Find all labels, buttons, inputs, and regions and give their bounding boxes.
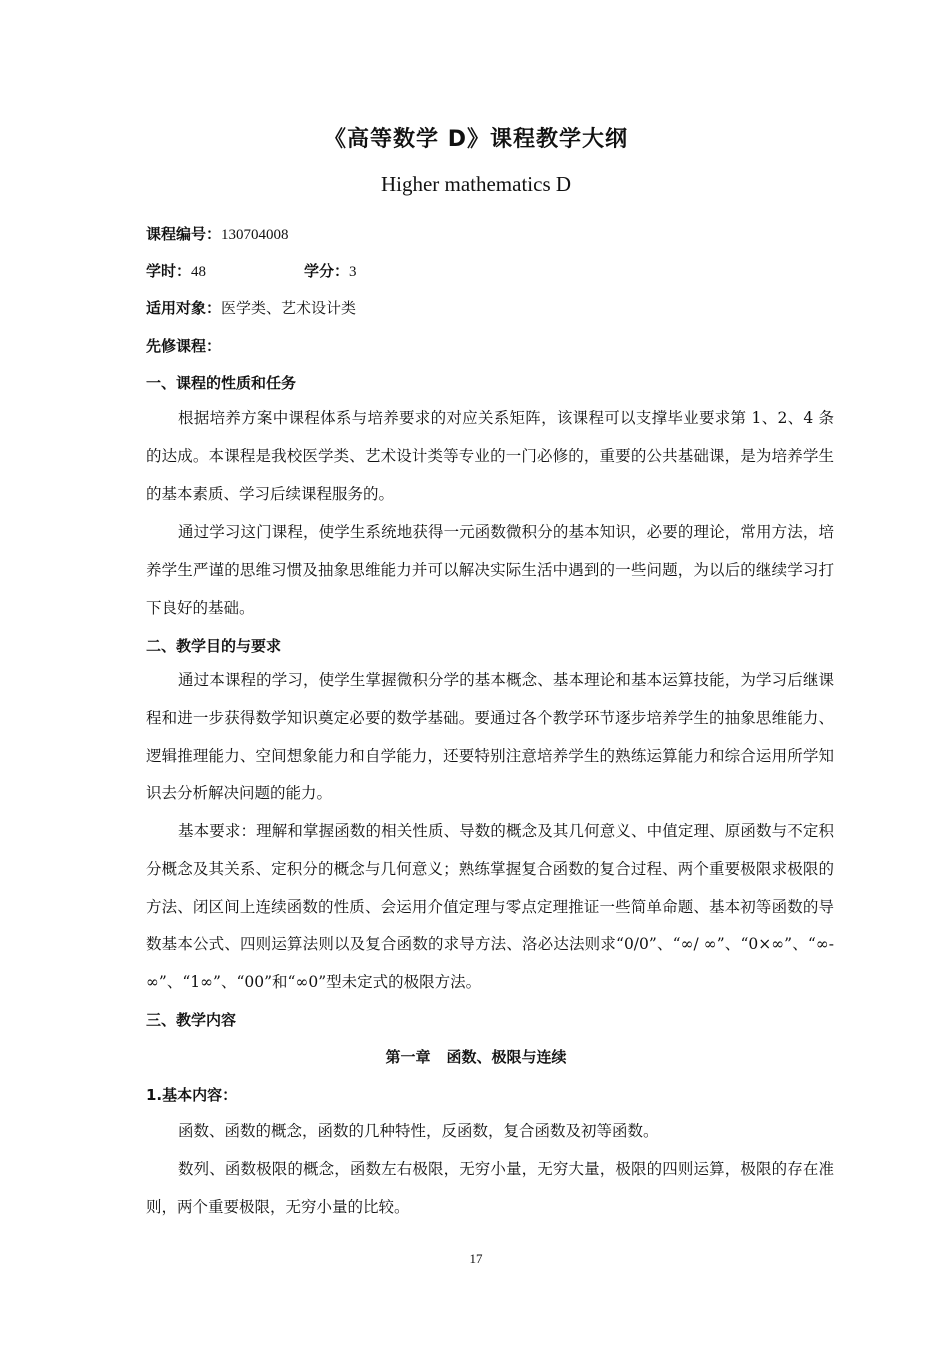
prereq-row [146,336,836,356]
prereq-label: 先修课程： [146,337,222,355]
section3-paragraph-2: 数列、函数极限的概念，函数左右极限，无穷小量，无穷大量，极限的四则运算，极限的存在准则，两个重要极限，无穷小量的比较。 [146,1160,834,1216]
credits-group [304,261,357,282]
section1-paragraph-1: 根据培养方案中课程体系与培养要求的对应关系矩阵，该课程可以支撑毕业要求第 1、2、4 条的达成。本课程是我校医学类、艺术设计类等专业的一门必修的，重要的公共基础课，是为培养学生的基本素质、学习后续课程服务的。 [146,409,834,503]
course-code-row [146,224,836,245]
section3-paragraph-1: 函数、函数的概念，函数的几种特性，反函数，复合函数及初等函数。 [178,1122,659,1140]
audience-row [146,298,836,318]
hours-label: 学时： [146,262,192,280]
basic-content-heading: 1.基本内容： [146,1086,238,1104]
section2-paragraph-2: 基本要求：理解和掌握函数的相关性质、导数的概念及其几何意义、中值定理、原函数与不定积分概念及其关系、定积分的概念与几何意义；熟练掌握复合函数的复合过程、两个重要极限求极限的方法、闭区间上连续函数的性质、会运用介值定理与零点定理推证一些简单命题、基本初等函数的导数基本公式、四则运算法则以及复合函数的求导方法、洛必达法则求“0/0”、“∞/ ∞”、“0×∞”、“∞-∞”、“1∞”、“00”和“∞0”型未定式的极限方法。 [146,822,834,992]
audience-label: 适用对象： [146,299,222,317]
hours-credits-row [146,261,836,282]
chapter-title: 函数、极限与连续 [446,1048,567,1066]
section1-paragraph-2: 通过学习这门课程，使学生系统地获得一元函数微积分的基本知识，必要的理论，常用方法，培养学生严谨的思维习惯及抽象思维能力并可以解决实际生活中遇到的一些问题，为以后的继续学习打下良好的基础。 [146,523,834,617]
audience-value: 医学类、艺术设计类 [221,299,357,317]
section1-heading: 一、课程的性质和任务 [146,374,297,392]
chapter-heading [0,1046,952,1067]
course-code-value: 130704008 [221,227,289,243]
page-number: 17 [469,1251,483,1266]
section2-heading: 二、教学目的与要求 [146,637,282,655]
credits-value: 3 [349,264,357,280]
section3-heading: 三、教学内容 [146,1011,237,1029]
chapter-number: 第一章 [385,1048,431,1066]
hours-value: 48 [191,264,207,280]
section2-paragraph-1: 通过本课程的学习，使学生掌握微积分学的基本概念、基本理论和基本运算技能，为学习后继课程和进一步获得数学知识奠定必要的数学基础。要通过各个教学环节逐步培养学生的抽象思维能力、逻辑推理能力、空间想象能力和自学能力，还要特别注意培养学生的熟练运算能力和综合运用所学知识去分析解决问题的能力。 [146,671,834,803]
credits-label: 学分： [304,262,350,280]
course-code-label: 课程编号： [146,225,222,243]
page-title: 《高等数学 D》课程教学大纲 [324,127,628,152]
page-subtitle: Higher mathematics D [380,172,572,196]
